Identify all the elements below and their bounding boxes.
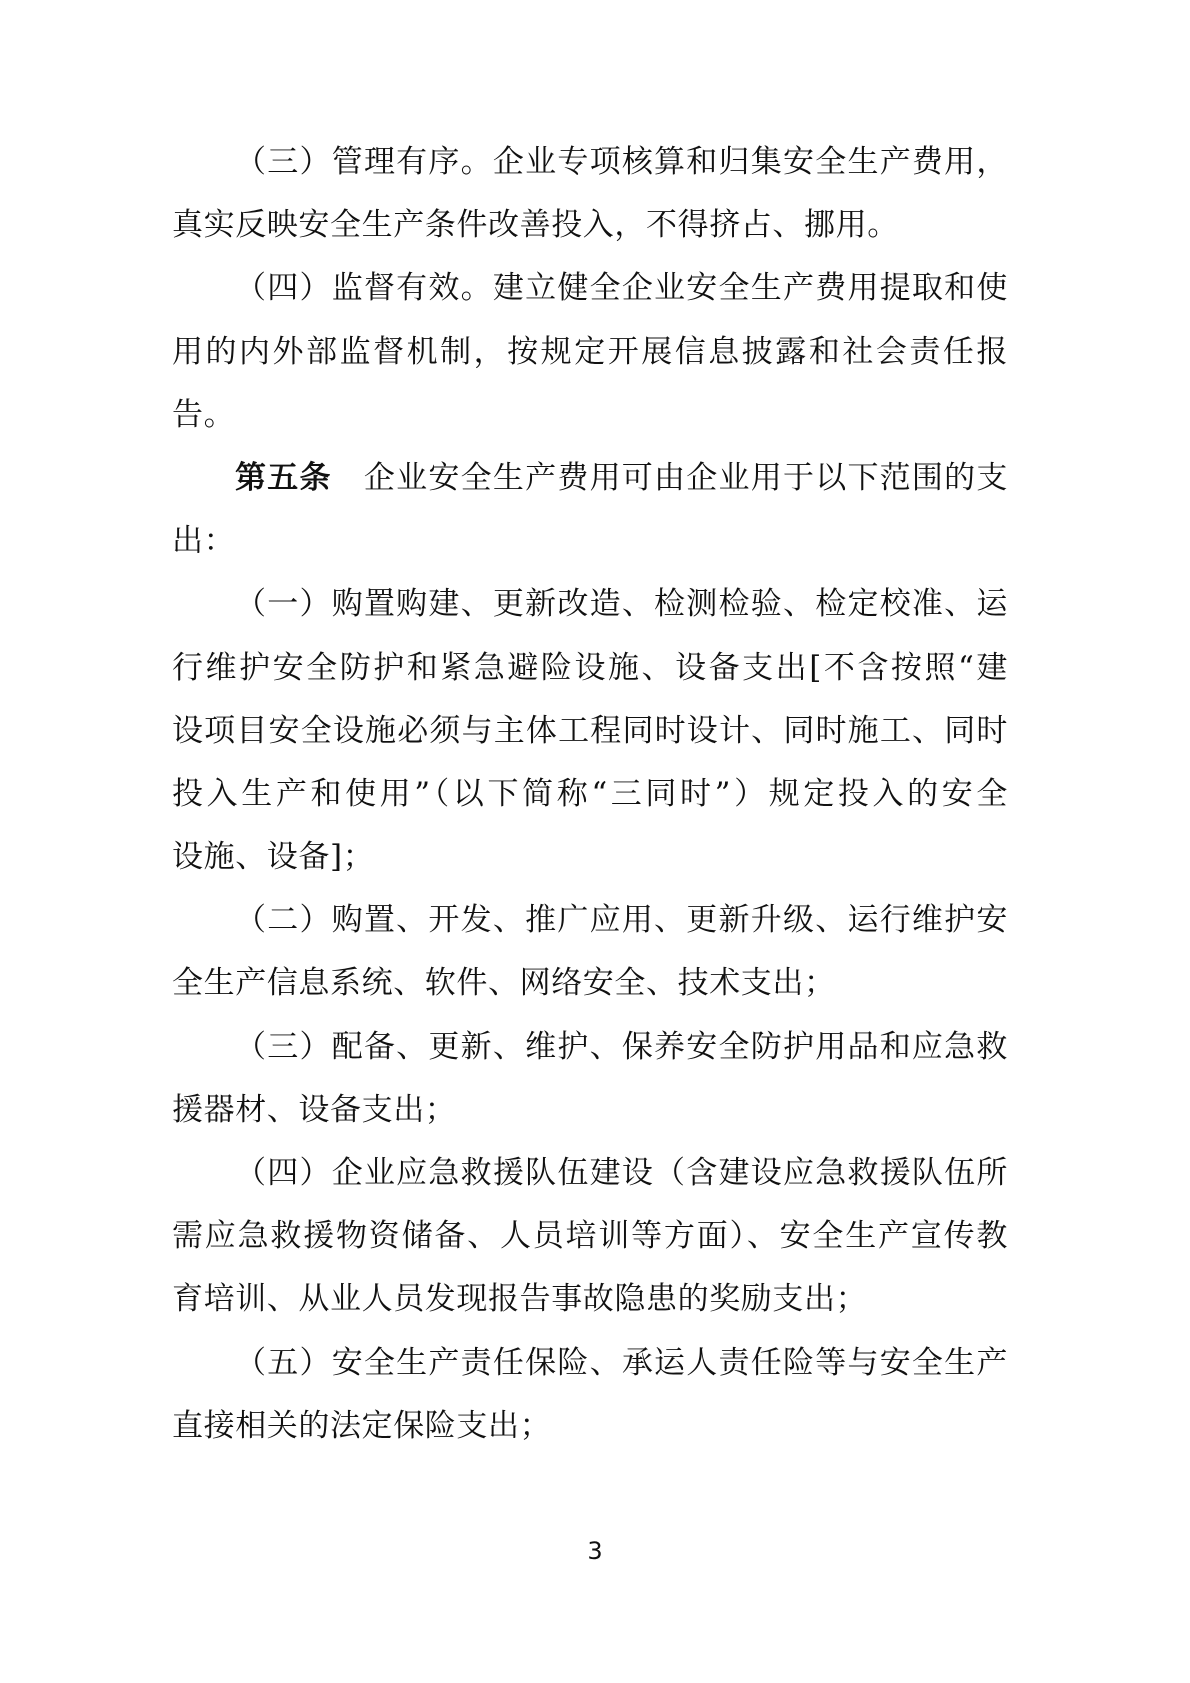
text-line (172, 1268, 1008, 1331)
text-segment: 育培训、从业人员发现报告事故隐患的奖励支出； (172, 1281, 868, 1318)
text-segment: 行维护安全防护和紧急避险设施、设备支出[不含按照“建 (172, 649, 1008, 686)
text-segment: （四）企业应急救援队伍建设（含建设应急救援队伍所 (235, 1155, 1008, 1191)
document-body (172, 131, 1008, 1458)
paragraph (172, 1332, 1008, 1458)
text-line (172, 573, 1008, 636)
text-line (172, 257, 1008, 320)
paragraph (172, 257, 1008, 447)
paragraph (172, 573, 1008, 889)
text-segment: 企业安全生产费用可由企业用于以下范围的支 (331, 459, 1008, 496)
text-line (172, 826, 1008, 889)
text-line (172, 510, 1008, 573)
text-segment: 用的内外部监督机制，按规定开展信息披露和社会责任报 (172, 333, 1008, 370)
text-line (172, 384, 1008, 447)
text-segment: （一）购置购建、更新改造、检测检验、检定校准、运 (235, 586, 1008, 623)
text-line (172, 1332, 1008, 1395)
text-segment: （三）管理有序。企业专项核算和归集安全生产费用， (235, 144, 1008, 180)
text-segment: （三）配备、更新、维护、保养安全防护用品和应急救 (235, 1028, 1008, 1065)
text-segment: 设项目安全设施必须与主体工程同时设计、同时施工、同时 (172, 712, 1008, 749)
text-segment: （二）购置、开发、推广应用、更新升级、运行维护安 (235, 902, 1008, 939)
text-line (172, 1142, 1008, 1205)
text-line (172, 131, 1008, 194)
text-line (172, 763, 1008, 826)
text-line (172, 952, 1008, 1015)
text-line (172, 637, 1008, 700)
paragraph (172, 131, 1008, 257)
paragraph (172, 1142, 1008, 1332)
paragraph (172, 447, 1008, 573)
text-segment: 全生产信息系统、软件、网络安全、技术支出； (172, 965, 836, 1002)
text-line (172, 1205, 1008, 1268)
text-line (172, 321, 1008, 384)
text-segment: 直接相关的法定保险支出； (172, 1407, 552, 1444)
paragraph (172, 889, 1008, 1015)
text-line (172, 1016, 1008, 1079)
text-segment: （五）安全生产责任保险、承运人责任险等与安全生产 (235, 1344, 1008, 1381)
text-segment: 真实反映安全生产条件改善投入，不得挤占、挪用。 (172, 207, 899, 244)
text-line (172, 194, 1008, 257)
text-line (172, 889, 1008, 952)
article-number: 第五条 (235, 459, 332, 496)
text-line (172, 1079, 1008, 1142)
paragraph (172, 1016, 1008, 1142)
text-line (172, 447, 1008, 510)
page-number: 3 (587, 1537, 603, 1565)
text-segment: 设施、设备]； (172, 839, 375, 876)
text-segment: 援器材、设备支出； (172, 1091, 457, 1128)
page-footer (0, 1537, 1190, 1565)
text-line (172, 1395, 1008, 1458)
text-segment: 投入生产和使用”（以下简称“三同时”）规定投入的安全 (172, 775, 1008, 812)
text-segment: 出： (172, 523, 236, 560)
text-segment: 告。 (172, 396, 236, 433)
text-segment: 需应急救援物资储备、人员培训等方面）、安全生产宣传教 (172, 1218, 1008, 1255)
text-segment: （四）监督有效。建立健全企业安全生产费用提取和使 (235, 270, 1008, 307)
text-line (172, 700, 1008, 763)
